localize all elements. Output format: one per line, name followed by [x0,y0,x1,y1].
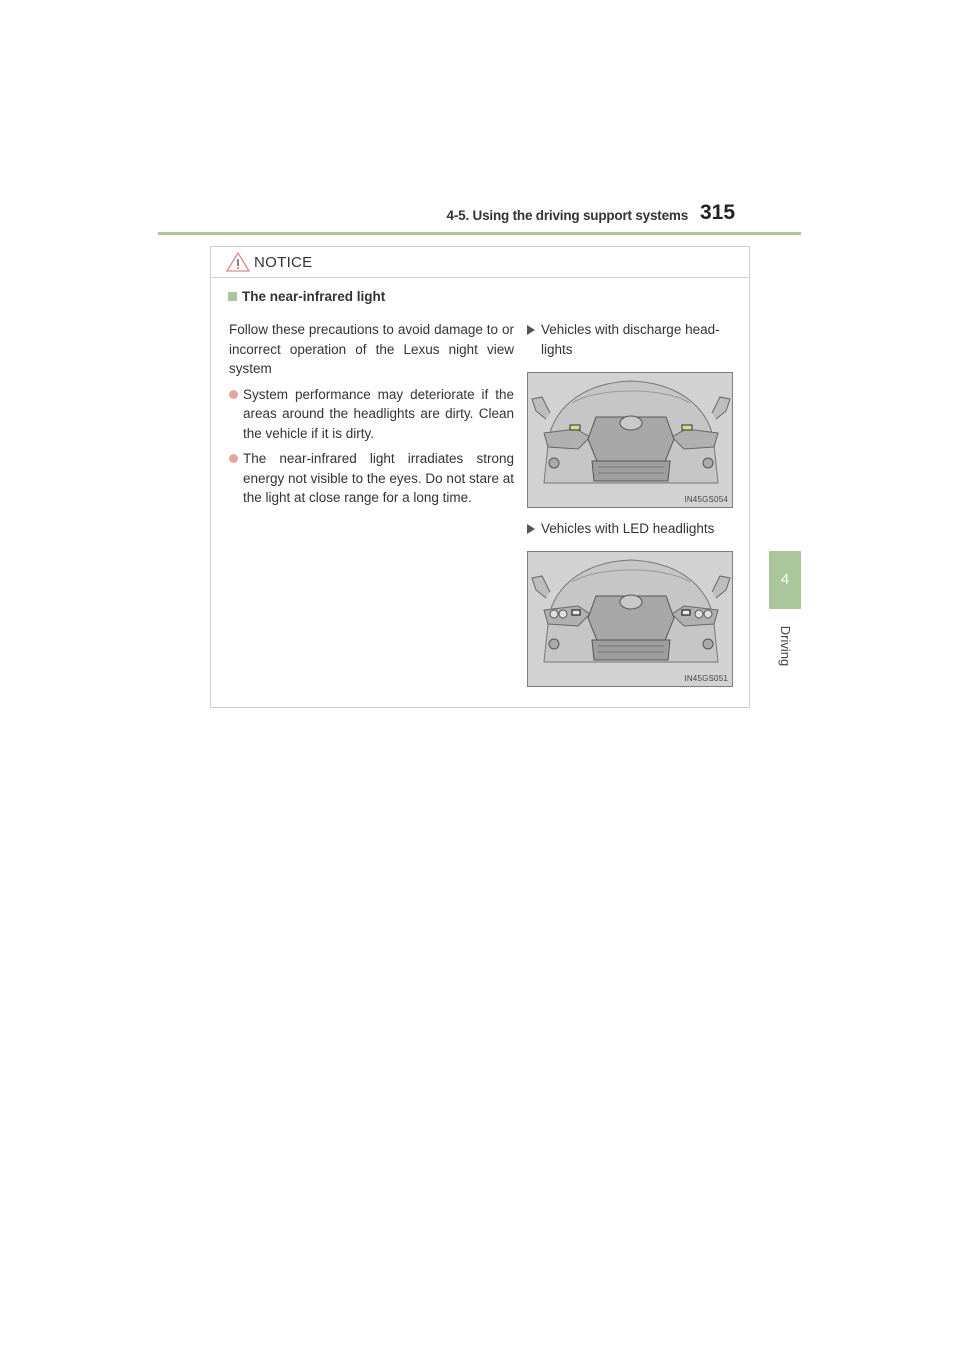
figure-caption-discharge: Vehicles with discharge head- lights [527,320,751,359]
header-rule [158,232,801,235]
list-item: The near-infrared light irradiates strong energy not visible to the eyes. Do not stare at the light at close range for a long time. [229,449,514,508]
triangle-marker-icon [527,524,535,534]
square-bullet-icon [228,292,237,301]
list-item: System performance may deteriorate if the areas around the headlights are dirty. Clean the vehicle if it is dirty. [229,385,514,444]
figure-led-headlights [527,551,733,687]
subheading: The near-infrared light [228,289,385,304]
page-number: 315 [700,201,736,224]
figure-code: IN45GS051 [684,674,728,683]
figure-discharge-headlights [527,372,733,508]
precautions-text [229,320,514,514]
car-front-illustration [528,373,733,508]
bullet-dot-icon [229,454,238,463]
chapter-label: Driving [778,625,793,667]
bullet-dot-icon [229,390,238,399]
section-title: 4-5. Using the driving support systems [446,208,688,223]
figure-code: IN45GS054 [684,495,728,504]
warning-triangle-icon [226,252,250,272]
notice-header [211,247,749,278]
chapter-tab[interactable]: 4 [769,551,801,609]
notice-title: NOTICE [254,254,313,271]
notice-box [210,246,750,708]
triangle-marker-icon [527,325,535,335]
car-front-illustration [528,552,733,687]
figure-caption-led: Vehicles with LED headlights [527,519,751,539]
intro-paragraph: Follow these precautions to avoid damage to or incorrect operation of the Lexus night view system [229,322,514,376]
